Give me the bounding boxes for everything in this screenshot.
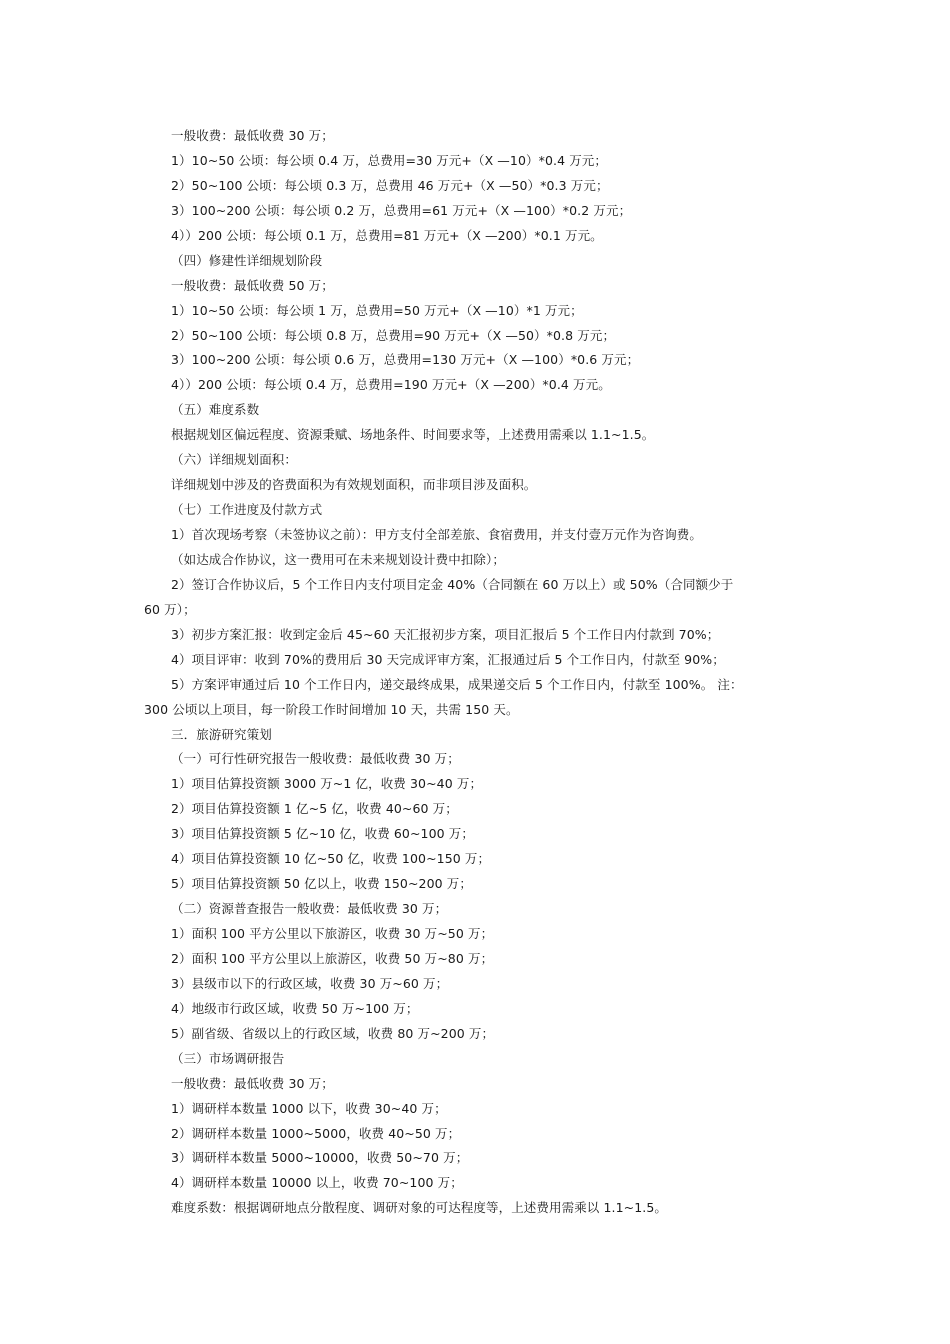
text-line: 1）10~50 公顷：每公顷 1 万，总费用=50 万元+（X —10）*1 万元； [171,302,583,318]
text-line: 1）调研样本数量 1000 以下，收费 30~40 万； [171,1100,447,1116]
text-line: 3）县级市以下的行政区域，收费 30 万~60 万； [171,975,449,991]
text-line: 5）副省级、省级以上的行政区域，收费 80 万~200 万； [171,1025,495,1041]
text-line: 详细规划中涉及的咨费面积为有效规划面积，而非项目涉及面积。 [171,477,537,493]
text-line: 2）50~100 公顷：每公顷 0.3 万，总费用 46 万元+（X —50）*0.3 万元； [171,177,609,193]
text-line: 3）初步方案汇报：收到定金后 45~60 天汇报初步方案，项目汇报后 5 个工作日内付款到 70%； [171,626,720,642]
text-line: 5）项目估算投资额 50 亿以上，收费 150~200 万； [171,876,472,892]
section-heading: （四）修建性详细规划阶段 [171,252,323,268]
text-line: 1）首次现场考察（未签协议之前）：甲方支付全部差旅、食宿费用，并支付壹万元作为咨询费。 [171,527,703,542]
section-heading: 三．旅游研究策划 [171,726,272,742]
text-line: 5）方案评审通过后 10 个工作日内，递交最终成果，成果递交后 5 个工作日内，付款至 100%。 注： [171,676,743,692]
text-line: 1）10~50 公顷：每公顷 0.4 万，总费用=30 万元+（X —10）*0.4 万元； [171,152,608,168]
text-line: 4）地级市行政区域，收费 50 万~100 万； [171,1000,419,1016]
text-line: 1）面积 100 平方公里以下旅游区，收费 30 万~50 万； [171,926,494,941]
text-line: 2）调研样本数量 1000~5000，收费 40~50 万； [171,1125,461,1141]
section-heading: （三）市场调研报告 [171,1050,285,1066]
text-line: 4）项目估算投资额 10 亿~50 亿，收费 100~150 万； [171,851,491,867]
section-heading: （一）可行性研究报告一般收费：最低收费 30 万； [171,751,460,767]
text-line: 3）调研样本数量 5000~10000，收费 50~70 万； [171,1150,469,1166]
text-line: 4））200 公顷：每公顷 0.4 万，总费用=190 万元+（X —200）*0.4 万元。 [171,377,611,393]
text-line: 3）100~200 公顷：每公顷 0.2 万，总费用=61 万元+（X —100）*0.2 万元； [171,202,632,218]
section-heading: （五）难度系数 [171,402,260,418]
text-line: 4））200 公顷：每公顷 0.1 万，总费用=81 万元+（X —200）*0.1 万元。 [171,227,603,243]
text-line: 4）项目评审：收到 70%的费用后 30 天完成评审方案，汇报通过后 5 个工作日内，付款至 90%； [171,651,725,667]
text-line: 4）调研样本数量 10000 以上，收费 70~100 万； [171,1175,463,1191]
text-line: 一般收费：最低收费 50 万； [171,277,334,293]
text-line: 2）签订合作协议后，5 个工作日内支付项目定金 40%（合同额在 60 万以上）或 50%（合同额少于 [171,576,734,592]
section-heading: （六）详细规划面积： [171,452,298,468]
section-heading: （七）工作进度及付款方式 [171,502,323,518]
text-line: 难度系数：根据调研地点分散程度、调研对象的可达程度等，上述费用需乘以 1.1~1.5。 [171,1200,668,1216]
text-line: 2）面积 100 平方公里以上旅游区，收费 50 万~80 万； [171,950,494,966]
text-line: （如达成合作协议，这一费用可在未来规划设计费中扣除）； [171,551,505,567]
text-line-continuation: 60 万）； [144,601,196,617]
section-heading: （二）资源普查报告一般收费：最低收费 30 万； [171,901,448,917]
text-line: 根据规划区偏远程度、资源秉赋、场地条件、时间要求等，上述费用需乘以 1.1~1.5。 [171,427,655,443]
text-line: 3）100~200 公顷：每公顷 0.6 万，总费用=130 万元+（X —100）*0.6 万元； [171,352,640,368]
document-body [0,124,950,1221]
text-line: 3）项目估算投资额 5 亿~10 亿，收费 60~100 万； [171,826,474,842]
text-line: 1）项目估算投资额 3000 万~1 亿，收费 30~40 万； [171,776,483,792]
text-line: 一般收费：最低收费 30 万； [171,128,334,143]
text-line-continuation: 300 公顷以上项目，每一阶段工作时间增加 10 天，共需 150 天。 [144,701,519,717]
text-line: 2）50~100 公顷：每公顷 0.8 万，总费用=90 万元+（X —50）*0.8 万元； [171,327,616,343]
text-line: 一般收费：最低收费 30 万； [171,1075,334,1091]
text-line: 2）项目估算投资额 1 亿~5 亿，收费 40~60 万； [171,801,458,817]
